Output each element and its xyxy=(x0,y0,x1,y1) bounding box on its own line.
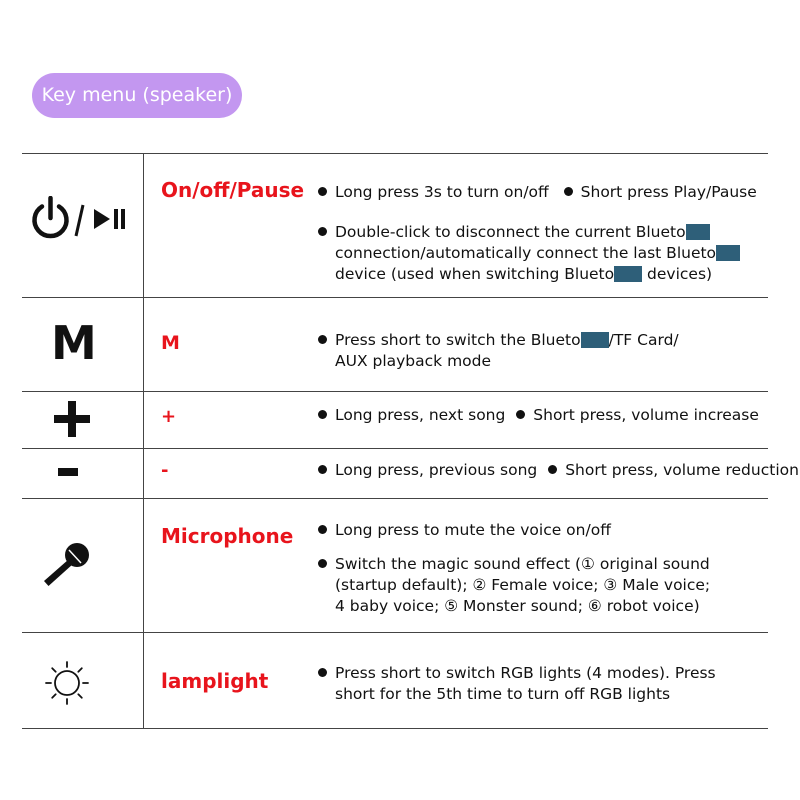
redaction-block xyxy=(686,224,710,240)
bullet-text: Long press to mute the voice on/off xyxy=(318,520,611,541)
redaction-block xyxy=(581,332,609,348)
row-label: + xyxy=(161,406,177,427)
key-menu-title-pill: Key menu (speaker) xyxy=(32,73,242,118)
bullet-dot xyxy=(318,335,327,344)
row-label: On/off/Pause xyxy=(161,178,305,202)
bullet-dot xyxy=(548,465,557,474)
bullet-text: Double-click to disconnect the current Blueto connection/automatically connect the last Blueto device (used when switching Blueto devices) xyxy=(318,222,740,285)
plus-icon xyxy=(54,401,90,437)
redaction-block xyxy=(614,266,642,282)
table-column-divider xyxy=(143,153,144,728)
row-label: M xyxy=(161,332,180,354)
row-label: Microphone xyxy=(161,524,294,548)
minus-icon xyxy=(58,468,78,478)
table-divider xyxy=(22,498,768,499)
table-divider xyxy=(22,632,768,633)
power-play-pause-icon xyxy=(30,196,130,242)
bullet-dot xyxy=(318,187,327,196)
bullet-text: Long press 3s to turn on/off Short press Play/Pause xyxy=(318,182,757,203)
bullet-text: Press short to switch the Blueto /TF Card/ AUX playback mode xyxy=(318,330,679,372)
bullet-text: Long press, previous song Short press, volume reduction xyxy=(318,460,799,481)
bullet-dot xyxy=(564,187,573,196)
table-divider xyxy=(22,448,768,449)
bullet-text: Long press, next song Short press, volume increase xyxy=(318,405,759,426)
bullet-dot xyxy=(318,668,327,677)
bullet-dot xyxy=(318,465,327,474)
bullet-dot xyxy=(516,410,525,419)
row-label: lamplight xyxy=(161,669,269,693)
bullet-dot xyxy=(318,227,327,236)
redaction-block xyxy=(716,245,740,261)
table-divider xyxy=(22,153,768,154)
m-letter-icon: M xyxy=(51,316,97,370)
bullet-dot xyxy=(318,410,327,419)
bullet-dot xyxy=(318,559,327,568)
bullet-text: Switch the magic sound effect (① original sound (startup default); ② Female voice; ③ Male voice; 4 baby voice; ⑤ Monster sound; ⑥ robot voice) xyxy=(318,554,710,617)
sun-lamp-icon xyxy=(44,660,90,706)
bullet-dot xyxy=(318,525,327,534)
row-label: - xyxy=(161,460,169,481)
table-divider xyxy=(22,391,768,392)
table-divider xyxy=(22,728,768,729)
table-divider xyxy=(22,297,768,298)
bullet-text: Press short to switch RGB lights (4 modes). Press short for the 5th time to turn off RGB lights xyxy=(318,663,716,705)
microphone-icon xyxy=(40,540,92,588)
